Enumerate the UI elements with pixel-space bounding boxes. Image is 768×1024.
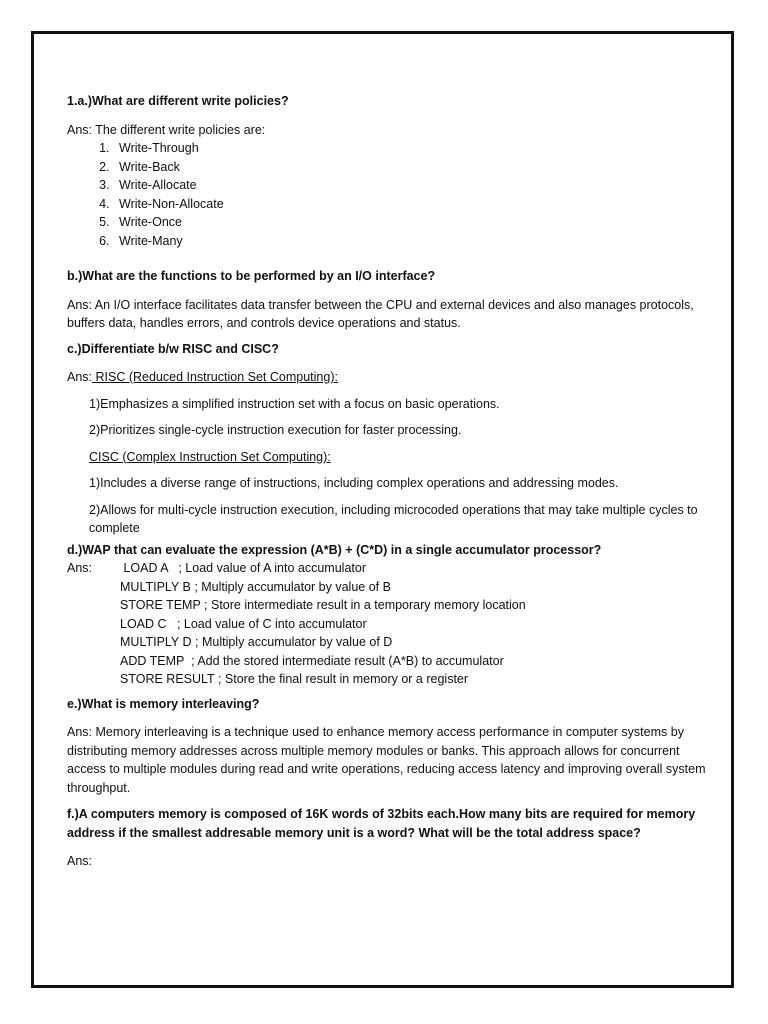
cisc-point: 1)Includes a diverse range of instructions, including complex operations and addressing modes. bbox=[89, 476, 619, 490]
answer-c-risc-heading bbox=[67, 368, 707, 387]
answer-e: Ans: Memory interleaving is a technique used to enhance memory access performance in computer systems by distributing memory addresses across multiple memory modules or banks. This approach allows for concurrent access to multiple modules during read and write operations, reducing access latency and improving overall system throughput. bbox=[67, 725, 706, 795]
question-1a: 1.a.)What are different write policies? bbox=[67, 94, 289, 108]
answer-f: Ans: bbox=[67, 854, 93, 868]
code-row bbox=[67, 596, 707, 615]
code-line: LOAD C ; Load value of C into accumulator bbox=[120, 616, 367, 631]
risc-point: 1)Emphasizes a simplified instruction set with a focus on basic operations. bbox=[89, 396, 500, 411]
code-row bbox=[67, 652, 707, 671]
code-row bbox=[67, 633, 707, 652]
cisc-point: 2)Allows for multi-cycle instruction execution, including microcoded operations that may take multiple cycles to complete bbox=[89, 502, 698, 535]
code-line: MULTIPLY B ; Multiply accumulator by value of B bbox=[120, 579, 391, 594]
code-line: STORE TEMP ; Store intermediate result in a temporary memory location bbox=[120, 598, 526, 612]
code-line: ADD TEMP ; Add the stored intermediate result (A*B) to accumulator bbox=[120, 653, 504, 668]
document-body bbox=[67, 92, 707, 871]
code-row bbox=[67, 670, 707, 689]
risc-point: 2)Prioritizes single-cycle instruction execution for faster processing. bbox=[89, 423, 462, 437]
list-item: 5. Write-Once bbox=[113, 213, 707, 232]
code-line: MULTIPLY D ; Multiply accumulator by value of D bbox=[120, 635, 393, 649]
code-row bbox=[67, 615, 707, 634]
cisc-heading: CISC (Complex Instruction Set Computing): bbox=[89, 449, 331, 464]
question-e: e.)What is memory interleaving? bbox=[67, 696, 260, 711]
list-item: 6. Write-Many bbox=[113, 232, 707, 251]
ans-prefix: Ans: bbox=[67, 561, 93, 575]
list-item: 4. Write-Non-Allocate bbox=[113, 195, 707, 214]
assembly-code bbox=[67, 559, 707, 689]
code-row bbox=[67, 559, 707, 578]
question-b: b.)What are the functions to be performed by an I/O interface? bbox=[67, 269, 436, 283]
answer-b: Ans: An I/O interface facilitates data transfer between the CPU and external devices and also manages protocols, buffers data, handles errors, and controls device operations and status. bbox=[67, 297, 694, 330]
code-line: STORE RESULT ; Store the final result in memory or a register bbox=[120, 672, 469, 686]
list-item: 2. Write-Back bbox=[113, 158, 707, 177]
question-d: d.)WAP that can evaluate the expression (A*B) + (C*D) in a single accumulator processor? bbox=[67, 542, 602, 557]
code-row bbox=[67, 578, 707, 597]
list-item: 1. Write-Through bbox=[113, 139, 707, 158]
ans-prefix: Ans: bbox=[67, 370, 93, 384]
write-policies-list bbox=[67, 139, 707, 250]
risc-heading: RISC (Reduced Instruction Set Computing): bbox=[92, 370, 338, 384]
question-f: f.)A computers memory is composed of 16K words of 32bits each.How many bits are required for memory address if the smallest addresable memory unit is a word? What will be the total address space? bbox=[67, 807, 696, 840]
question-c: c.)Differentiate b/w RISC and CISC? bbox=[67, 341, 279, 356]
code-line: LOAD A ; Load value of A into accumulator bbox=[120, 561, 366, 575]
answer-1a-intro: Ans: The different write policies are: bbox=[67, 122, 266, 137]
list-item: 3. Write-Allocate bbox=[113, 176, 707, 195]
